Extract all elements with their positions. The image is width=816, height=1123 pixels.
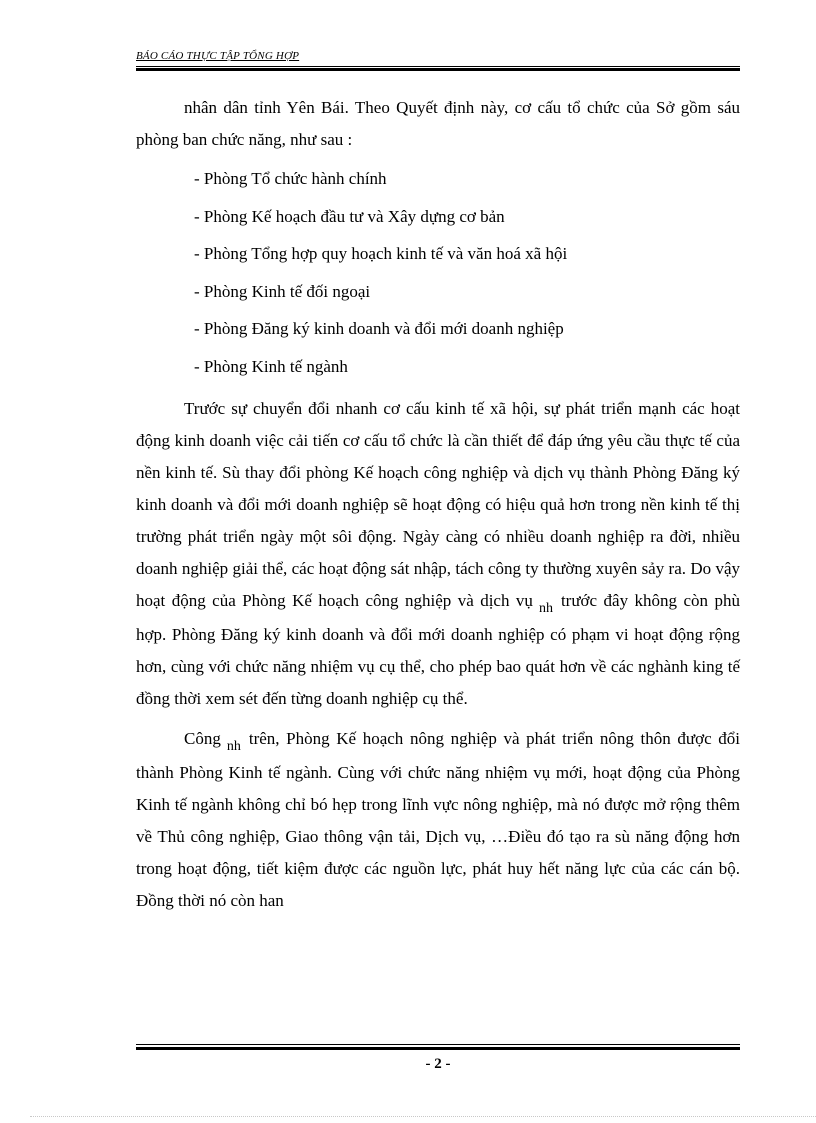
department-item: - Phòng Tổ chức hành chính	[194, 169, 387, 188]
subscript-fragment: nh	[538, 601, 553, 616]
page-bottom-edge	[30, 1116, 816, 1117]
department-item: - Phòng Đăng ký kinh doanh và đổi mới doanh nghiệp	[194, 319, 564, 338]
header-double-rule	[136, 66, 740, 71]
department-list	[136, 160, 740, 385]
restructure-paragraph	[136, 393, 740, 715]
page-number: - 2 -	[425, 1056, 451, 1072]
sector-text-b: trên, Phòng Kế hoạch nông nghiệp và phát triển nông thôn được đổi thành Phòng Kinh tế ngành. Cùng với chức năng nhiệm vụ mới, hoạt động của Phòng Kinh tế ngành không chỉ bó hẹp trong lĩnh vực nông nghiệp, mà nó được mở rộng thêm về Thủ công nghiệp, Giao thông vận tải, Dịch vụ, …Điều đó tạo ra sù năng động hơn trong hoạt động, tiết kiệm được các nguồn lực, phát huy hết năng lực của các cán bộ. Đồng thời nó còn han	[136, 729, 740, 910]
department-item: - Phòng Kinh tế ngành	[194, 356, 348, 376]
intro-paragraph: nhân dân tỉnh Yên Bái. Theo Quyết định này, cơ cấu tổ chức của Sở gồm sáu phòng ban chức năng, như sau :	[136, 98, 740, 149]
restructure-text-a: Trước sự chuyển đổi nhanh cơ cấu kinh tế xã hội, sự phát triển mạnh các hoạt động kinh doanh việc cải tiến cơ cấu tổ chức là cần thiết để đáp ứng yêu cầu thực tế của nền kinh tế. Sù thay đổi phòng Kế hoạch công nghiệp và dịch vụ thành Phòng Đăng ký kinh doanh và đổi mới doanh nghiệp sẽ hoạt động có hiệu quả hơn trong nền kinh tế thị trường phát triển ngày một sôi động. Ngày càng có nhiều doanh nghiệp ra đời, nhiều doanh nghiệp giải thể, các hoạt động sát nhập, tách công ty thường xuyên sảy ra. Do vậy hoạt động của Phòng Kế hoạch công nghiệp và dịch vụ	[136, 399, 740, 610]
report-title: BÁO CÁO THỰC TẬP TỔNG HỢP	[136, 50, 300, 62]
department-item: - Phòng Tổng hợp quy hoạch kinh tế và văn hoá xã hội	[194, 244, 568, 263]
sector-text-a: Công	[184, 729, 221, 748]
department-item: - Phòng Kế hoạch đầu tư và Xây dựng cơ bản	[194, 206, 505, 226]
restructure-text-b: trước đây không còn phù hợp. Phòng Đăng ký kinh doanh và đổi mới doanh nghiệp có phạm vi hoạt động rộng hơn, cùng với chức năng nhiệm vụ cụ thể, cho phép bao quát hơn về các nghành king tế đồng thời xem sét đến từng doanh nghiệp cụ thể.	[136, 591, 740, 708]
footer-double-rule	[136, 1044, 740, 1050]
document-body	[136, 92, 740, 917]
page-header	[136, 48, 740, 70]
department-item: - Phòng Kinh tế đối ngoại	[194, 281, 371, 301]
sector-paragraph	[136, 723, 740, 917]
subscript-fragment: nh	[226, 739, 241, 754]
